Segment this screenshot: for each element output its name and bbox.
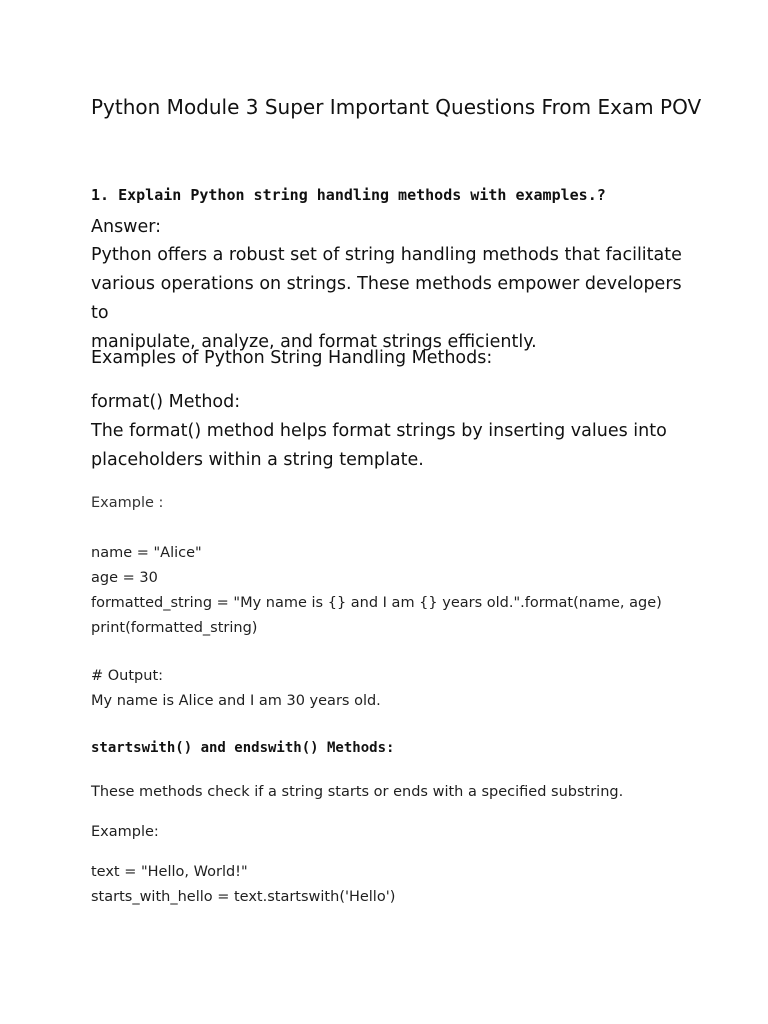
example-label: Example :	[91, 495, 164, 511]
output-comment: # Output:	[91, 668, 164, 684]
format-desc-line: placeholders within a string template.	[91, 450, 424, 470]
format-section	[91, 388, 691, 475]
code-line: formatted_string = "My name is {} and I am {} years old.".format(name, age)	[91, 595, 662, 611]
intro-line: Python offers a robust set of string handling methods that facilitate	[91, 245, 682, 265]
intro-line: manipulate, analyze, and format strings efficiently.	[91, 332, 537, 352]
format-desc-line: The format() method helps format strings by inserting values into	[91, 421, 667, 441]
code-line: name = "Alice"	[91, 545, 202, 561]
code-line: starts_with_hello = text.startswith('Hello')	[91, 889, 396, 905]
page-title: Python Module 3 Super Important Questions From Exam POV	[91, 95, 702, 119]
examples-heading: Examples of Python String Handling Methods:	[91, 348, 493, 368]
startswith-description: These methods check if a string starts or ends with a specified substring.	[91, 784, 624, 800]
answer-label: Answer:	[91, 217, 162, 237]
example2-label: Example:	[91, 824, 159, 840]
intro-paragraph	[91, 241, 691, 357]
code-block-format	[91, 541, 662, 641]
startswith-heading: startswith() and endswith() Methods:	[91, 740, 395, 756]
code-line: age = 30	[91, 570, 158, 586]
output-block	[91, 664, 381, 714]
output-value: My name is Alice and I am 30 years old.	[91, 693, 381, 709]
intro-line: various operations on strings. These methods empower developers to	[91, 274, 682, 323]
code-line: text = "Hello, World!"	[91, 864, 248, 880]
code-block-startswith	[91, 860, 395, 910]
format-heading: format() Method:	[91, 392, 241, 412]
code-line: print(formatted_string)	[91, 620, 258, 636]
question-heading: 1. Explain Python string handling methods with examples.?	[91, 186, 606, 204]
